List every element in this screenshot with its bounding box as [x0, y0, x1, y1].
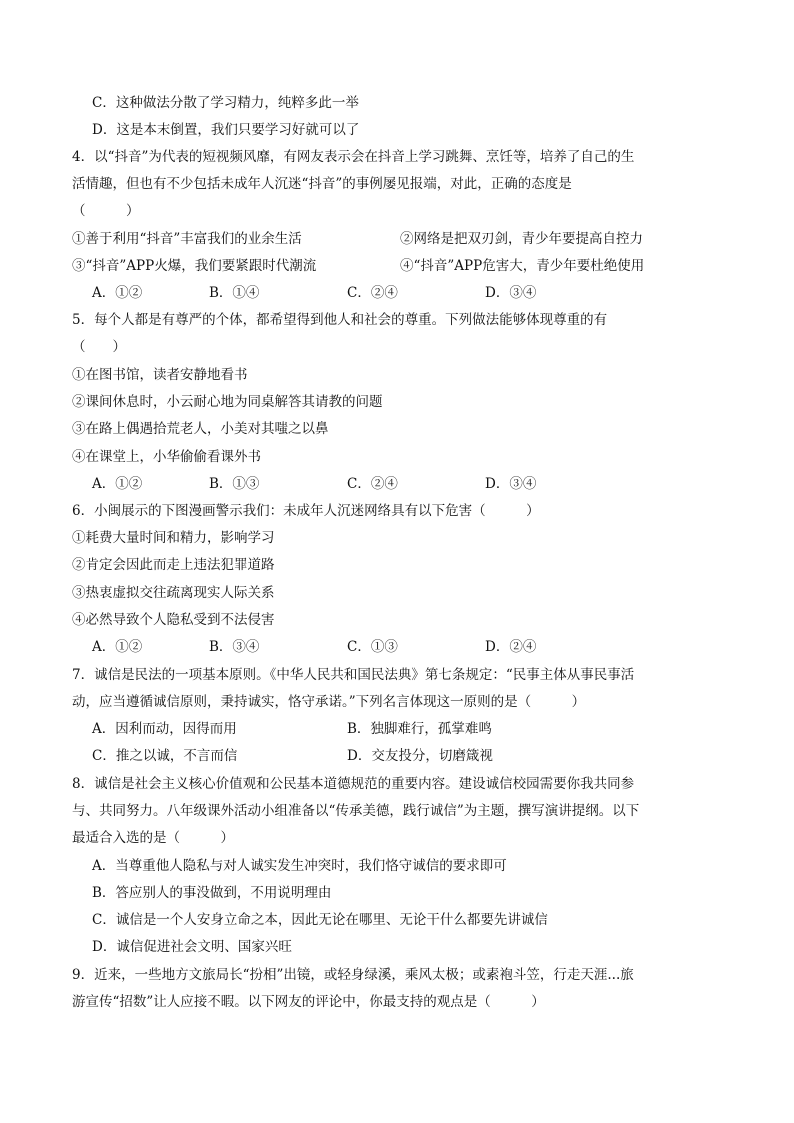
q5-statement-4: ④在课堂上，小华偷偷看课外书	[72, 449, 261, 465]
q7-stem-line1: 7．诚信是民法的一项基本原则。《中华人民共和国民法典》第七条规定：“民事主体从事民事活	[72, 667, 635, 683]
q7-stem-line2: 动，应当遵循诚信原则，秉持诚实，恪守承诺。”下列名言体现这一原则的是（ ）	[72, 694, 586, 710]
q5-option-b: B．①③	[209, 476, 260, 492]
q9-stem-line1: 9．近来，一些地方文旅局长“扮相”出镜，或轻身绿溪，乘风太极；或素袍斗笠，行走天涯...旅	[72, 967, 634, 983]
q6-option-c: C．①③	[347, 639, 398, 655]
q7-option-b: B．独脚难行，孤掌难鸣	[347, 721, 492, 737]
q5-option-d: D．③④	[485, 476, 537, 492]
q8-option-c: C．诚信是一个人安身立命之本，因此无论在哪里、无论干什么都要先讲诚信	[92, 912, 548, 928]
q4-stem-line1: 4．以“抖音”为代表的短视频风靡，有网友表示会在抖音上学习跳舞、烹饪等，培养了自己的生	[72, 149, 635, 165]
q6-option-a: A．①②	[92, 639, 143, 655]
q4-option-c: C．②④	[347, 285, 398, 301]
q6-statement-3: ③热衷虚拟交往疏离现实人际关系	[72, 585, 275, 601]
q7-option-d: D．交友投分，切磨箴视	[347, 748, 493, 764]
q5-answer-bracket: （ ）	[72, 339, 126, 355]
q8-option-b: B．答应别人的事没做到，不用说明理由	[92, 885, 332, 901]
q5-option-a: A．①②	[92, 476, 143, 492]
q5-stem-line1: 5．每个人都是有尊严的个体，都希望得到他人和社会的尊重。下列做法能够体现尊重的有	[72, 312, 608, 328]
q9-stem-line2: 游宣传“招数”让人应接不暇。以下网友的评论中，你最支持的观点是（ ）	[72, 994, 545, 1010]
q4-answer-bracket: （ ）	[72, 203, 140, 219]
q3-option-d: D．这是本末倒置，我们只要学习好就可以了	[92, 122, 360, 138]
q6-statement-4: ④必然导致个人隐私受到不法侵害	[72, 612, 275, 628]
q4-statement-3: ③“抖音”APP火爆，我们要紧跟时代潮流	[72, 258, 317, 274]
q5-option-c: C．②④	[347, 476, 398, 492]
q8-stem-line2: 与、共同努力。八年级课外活动小组准备以“传承美德，践行诚信”为主题，撰写演讲提纲。以下	[72, 803, 640, 819]
q8-option-d: D．诚信促进社会文明、国家兴旺	[92, 939, 292, 955]
q6-stem-line1: 6．小闽展示的下图漫画警示我们：未成年人沉迷网络具有以下危害（ ）	[72, 503, 540, 519]
q4-statement-4: ④“抖音”APP危害大，青少年要杜绝使用	[400, 258, 645, 274]
q8-stem-line3: 最适合入选的是（ ）	[72, 830, 234, 846]
q4-option-d: D．③④	[485, 285, 537, 301]
q4-statement-1: ①善于利用“抖音”丰富我们的业余生活	[72, 231, 302, 247]
q6-statement-1: ①耗费大量时间和精力，影响学习	[72, 530, 275, 546]
q4-statement-2: ②网络是把双刃剑，青少年要提高自控力	[400, 231, 643, 247]
q3-option-c: C．这种做法分散了学习精力，纯粹多此一举	[92, 95, 359, 111]
q8-stem-line1: 8．诚信是社会主义核心价值观和公民基本道德规范的重要内容。建设诚信校园需要你我共同参	[72, 776, 635, 792]
q4-option-b: B．①④	[209, 285, 260, 301]
q5-statement-1: ①在图书馆，读者安静地看书	[72, 367, 248, 383]
q7-option-a: A．因利而动，因得而用	[92, 721, 237, 737]
q5-statement-2: ②课间休息时，小云耐心地为同桌解答其请教的问题	[72, 394, 383, 410]
q4-stem-line2: 活情趣，但也有不少包括未成年人沉迷“抖音”的事例屡见报端，对此，正确的态度是	[72, 176, 572, 192]
q5-statement-3: ③在路上偶遇拾荒老人，小美对其嗤之以鼻	[72, 421, 329, 437]
q7-option-c: C．推之以诚，不言而信	[92, 748, 238, 764]
q8-option-a: A．当尊重他人隐私与对人诚实发生冲突时，我们恪守诚信的要求即可	[92, 858, 507, 874]
q6-option-b: B．③④	[209, 639, 260, 655]
q4-option-a: A．①②	[92, 285, 143, 301]
q6-option-d: D．②④	[485, 639, 537, 655]
q6-statement-2: ②肯定会因此而走上违法犯罪道路	[72, 557, 275, 573]
